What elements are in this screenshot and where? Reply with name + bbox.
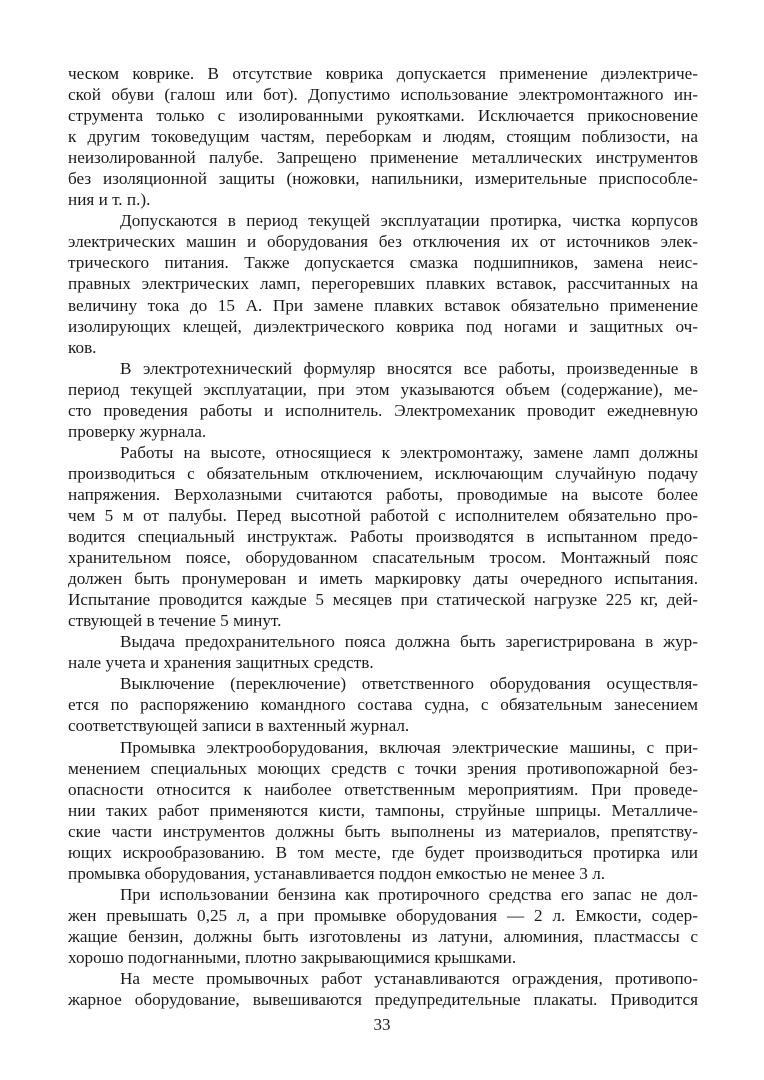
text-line: период текущей эксплуатации, при этом указываются объем (содержание), ме- bbox=[68, 379, 698, 399]
text-line: Испытание проводится каждые 5 месяцев при статической нагрузке 225 кг, дей- bbox=[68, 590, 698, 610]
text-line: напряжения. Верхолазными считаются работы, проводимые на высоте более bbox=[68, 484, 698, 504]
text-line: проверку журнала. bbox=[68, 421, 207, 441]
text-line: сто проведения работы и исполнитель. Электромеханик проводит ежедневную bbox=[68, 400, 698, 420]
text-line: В электротехнический формуляр вносятся все работы, произведенные в bbox=[120, 358, 698, 378]
text-line: к другим токоведущим частям, переборкам и людям, стоящим поблизости, на bbox=[68, 127, 698, 147]
text-line: хорошо подогнанными, плотно закрывающимися крышками. bbox=[68, 947, 517, 967]
text-line: неизолированной палубе. Запрещено применение металлических инструментов bbox=[68, 148, 698, 168]
text-line: ческом коврике. В отсутствие коврика допускается применение диэлектриче- bbox=[68, 64, 698, 83]
paragraph bbox=[68, 968, 698, 1010]
paragraph bbox=[68, 442, 698, 631]
paragraph bbox=[68, 358, 698, 442]
body-text bbox=[68, 63, 698, 1010]
text-line: изолирующих клещей, диэлектрического коврика под ногами и защитных оч- bbox=[68, 316, 698, 336]
paragraph bbox=[68, 737, 698, 884]
paragraph bbox=[68, 884, 698, 968]
text-line: Выдача предохранительного пояса должна быть зарегистрирована в жур- bbox=[120, 632, 698, 652]
page-number: 33 bbox=[373, 1015, 391, 1034]
text-line: Промывка электрооборудования, включая электрические машины, с при- bbox=[120, 737, 698, 757]
text-line: Работы на высоте, относящиеся к электромонтажу, замене ламп должны bbox=[120, 442, 698, 462]
text-line: ские части инструментов должны быть выполнены из материалов, препятству- bbox=[68, 821, 698, 841]
text-line: чем 5 м от палубы. Перед высотной работой с исполнителем обязательно про- bbox=[68, 505, 698, 525]
text-line: производиться с обязательным отключением, исключающим случайную подачу bbox=[68, 463, 698, 483]
text-line: без изоляционной защиты (ножовки, напильники, измерительные приспособле- bbox=[68, 169, 698, 189]
text-line: электрических машин и оборудования без отключения их от источников элек- bbox=[68, 232, 698, 252]
paragraph bbox=[68, 673, 698, 736]
text-line: жарное оборудование, вывешиваются предупредительные плакаты. Приводится bbox=[68, 990, 698, 1010]
paragraph bbox=[68, 63, 698, 210]
text-line: струмента только с изолированными рукоятками. Исключается прикосновение bbox=[68, 106, 698, 126]
text-line: ской обуви (галош или бот). Допустимо использование электромонтажного ин- bbox=[68, 85, 698, 105]
text-line: менением специальных моющих средств с точки зрения противопожарной без- bbox=[68, 758, 698, 778]
text-line: Выключение (переключение) ответственного оборудования осуществля- bbox=[120, 674, 698, 694]
text-line: опасности относится к наиболее ответственным мероприятиям. При проведе- bbox=[68, 779, 698, 799]
text-line: промывка оборудования, устанавливается поддон емкостью не менее 3 л. bbox=[68, 863, 606, 883]
text-line: жен превышать 0,25 л, а при промывке оборудования — 2 л. Емкости, содер- bbox=[68, 905, 698, 925]
text-line: водится специальный инструктаж. Работы производятся в испытанном предо- bbox=[68, 527, 698, 547]
text-line: ствующей в течение 5 минут. bbox=[68, 611, 282, 631]
text-line: соответствующей записи в вахтенный журнал. bbox=[68, 716, 410, 736]
text-line: должен быть пронумерован и иметь маркировку даты очередного испытания. bbox=[68, 569, 698, 589]
text-line: правных электрических ламп, перегоревших плавких вставок, рассчитанных на bbox=[68, 274, 698, 294]
text-line: трического питания. Также допускается смазка подшипников, замена неис- bbox=[68, 253, 698, 273]
text-line: На месте промывочных работ устанавливаются ограждения, противопо- bbox=[120, 969, 698, 989]
text-line: При использовании бензина как протирочного средства его запас не дол- bbox=[120, 884, 698, 904]
text-line: Допускаются в период текущей эксплуатации протирка, чистка корпусов bbox=[120, 211, 698, 231]
text-line: ния и т. п.). bbox=[68, 190, 151, 210]
paragraph bbox=[68, 631, 698, 673]
text-line: жащие бензин, должны быть изготовлены из латуни, алюминия, пластмассы с bbox=[68, 926, 698, 946]
text-line: величину тока до 15 А. При замене плавких вставок обязательно применение bbox=[68, 295, 698, 315]
text-line: ющих искрообразованию. В том месте, где будет производиться протирка или bbox=[68, 842, 698, 862]
text-line: хранительном поясе, оборудованном спасательным тросом. Монтажный пояс bbox=[68, 548, 698, 568]
text-line: ется по распоряжению командного состава судна, с обязательным занесением bbox=[68, 695, 698, 715]
text-line: ков. bbox=[68, 337, 97, 357]
text-line: нале учета и хранения защитных средств. bbox=[68, 653, 374, 673]
paragraph bbox=[68, 210, 698, 357]
text-line: нии таких работ применяются кисти, тампоны, струйные шприцы. Металличе- bbox=[68, 800, 698, 820]
